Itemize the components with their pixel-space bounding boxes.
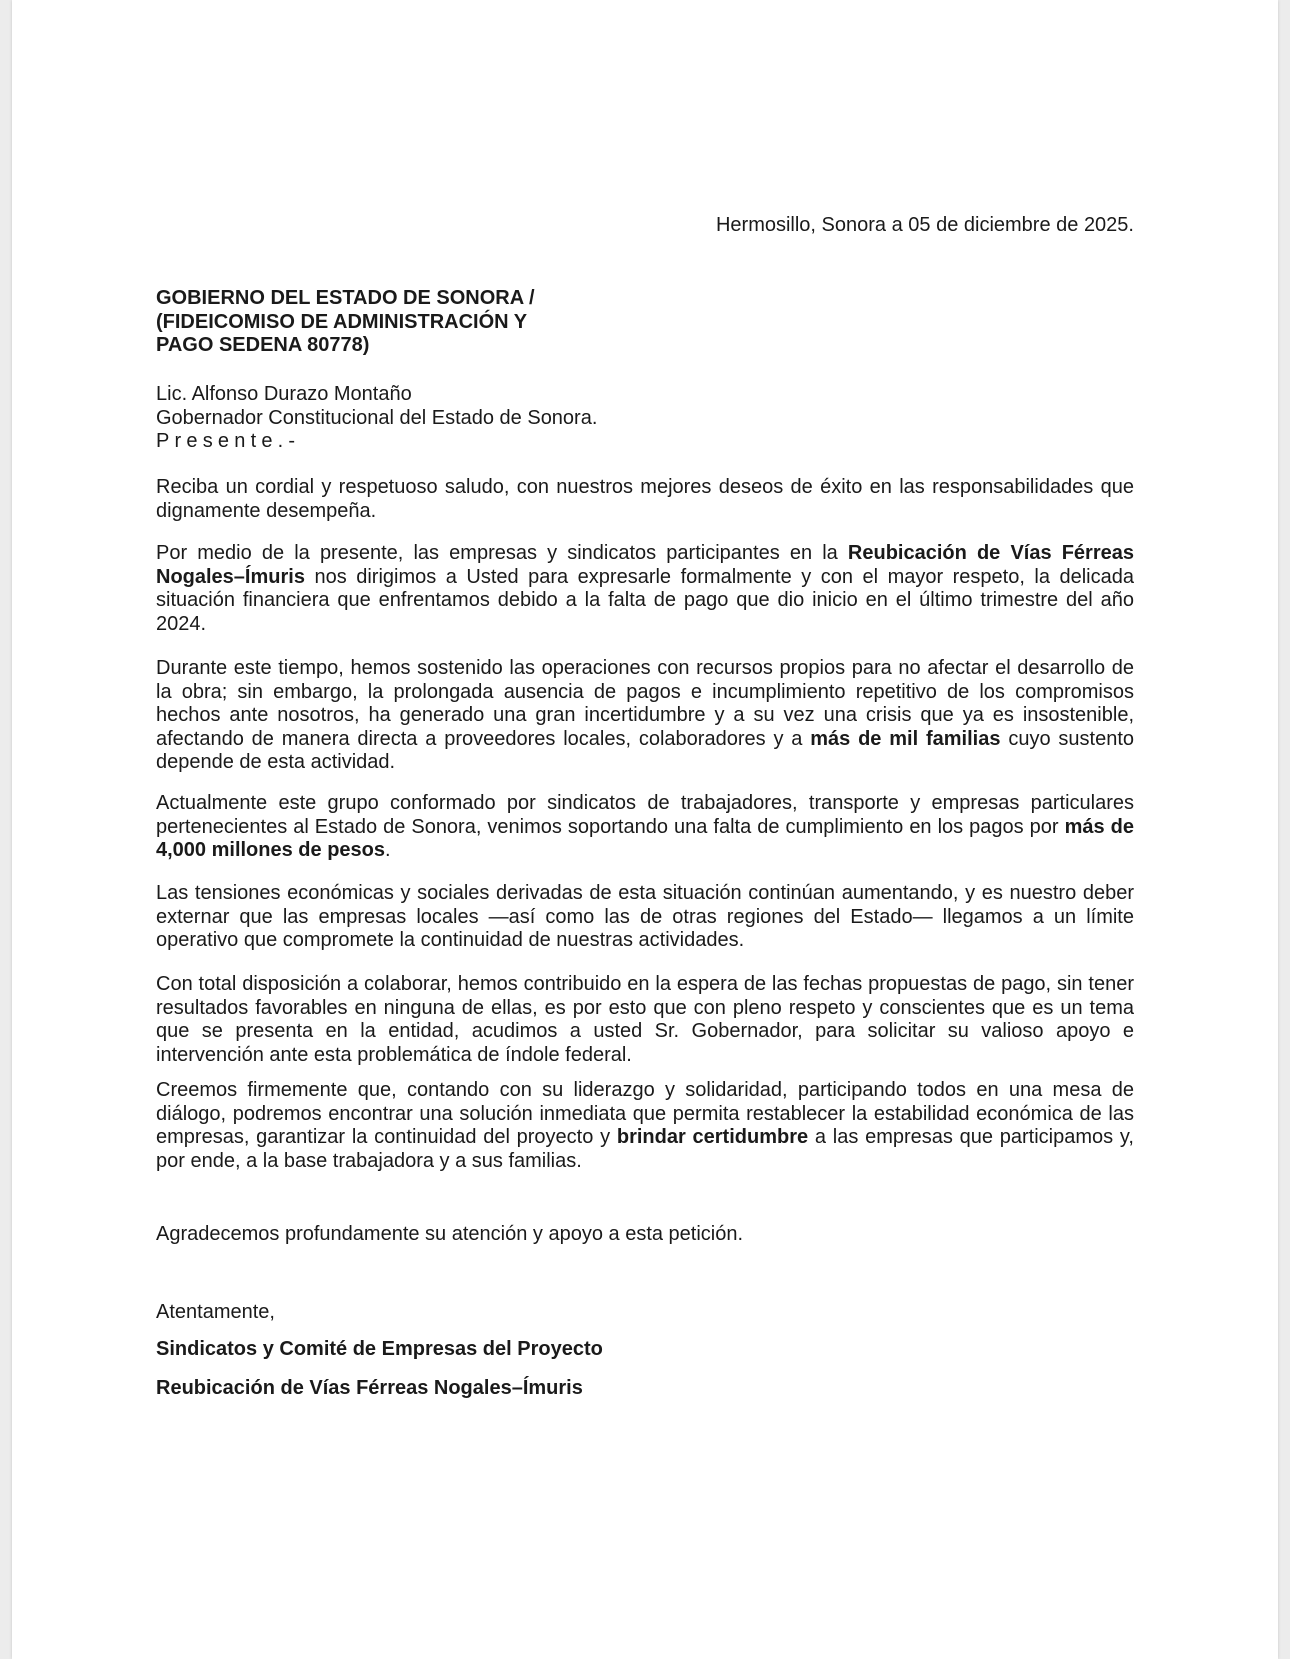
recipient-org-line: GOBIERNO DEL ESTADO DE SONORA / — [156, 287, 535, 309]
addressee-name: Lic. Alfonso Durazo Montaño — [156, 383, 412, 405]
text-segment: Por medio de la presente, las empresas y sindicatos participantes en la — [156, 542, 848, 564]
text-segment: Las tensiones económicas y sociales derivadas de esta situación continúan aumentando, y es nuestro deber externar que las empresas locales —así como las de otras regiones del Estado— llegamos a un límite operativo que compromete la continuidad de nuestras actividades. — [156, 882, 1134, 951]
text-segment: cuyo sustento depende de esta actividad. — [156, 727, 1134, 773]
body-paragraph — [156, 657, 1134, 775]
recipient-org-line: (FIDEICOMISO DE ADMINISTRACIÓN Y — [156, 310, 528, 333]
text-segment: a las empresas que participamos y, por ende, a la base trabajadora y a sus familias. — [156, 1126, 1134, 1172]
bold-text-segment: más de 4,000 millones de pesos — [156, 815, 1134, 861]
closing-salutation: Atentamente, — [156, 1301, 275, 1323]
bold-text-segment: Reubicación de Vías Férreas Nogales–Ímuris — [156, 542, 1134, 588]
letter-page — [12, 0, 1278, 1659]
addressee-presente: Presente.- — [156, 430, 301, 452]
bold-text-segment: brindar certidumbre — [616, 1126, 809, 1148]
body-paragraph — [156, 973, 1134, 1067]
addressee-block — [156, 383, 597, 454]
text-segment: nos dirigimos a Usted para expresarle formalmente y con el mayor respeto, la delicada situación financiera que enfrentamos debido a la falta de pago que dio inicio en el último trimestre del año 2024. — [156, 565, 1134, 635]
body-paragraph — [156, 542, 1134, 636]
date-line: Hermosillo, Sonora a 05 de diciembre de 2025. — [715, 214, 1134, 236]
addressee-title: Gobernador Constitucional del Estado de Sonora. — [156, 406, 598, 429]
body-paragraph — [156, 1079, 1134, 1173]
recipient-organization — [156, 287, 535, 358]
body-paragraph — [156, 476, 1134, 523]
text-segment: Creemos firmemente que, contando con su liderazgo y solidaridad, participando todos en una mesa de diálogo, podremos encontrar una solución inmediata que permita restablecer la estabilidad económica de las empresas, garantizar la continuidad del proyecto y — [156, 1079, 1134, 1148]
signature-line: Sindicatos y Comité de Empresas del Proyecto — [156, 1338, 603, 1360]
closing-thanks: Agradecemos profundamente su atención y apoyo a esta petición. — [156, 1223, 744, 1245]
text-segment: Durante este tiempo, hemos sostenido las operaciones con recursos propios para no afectar el desarrollo de la obra; sin embargo, la prolongada ausencia de pagos e incumplimiento repetitivo de los compromisos hechos ante nosotros, ha generado una gran incertidumbre y a su vez una crisis que ya es insostenible, afectando de manera directa a proveedores locales, colaboradores y a — [156, 657, 1134, 750]
text-segment: Reciba un cordial y respetuoso saludo, con nuestros mejores deseos de éxito en las responsabilidades que dignamente desempeña. — [156, 476, 1134, 522]
body-paragraph — [156, 882, 1134, 953]
body-paragraph — [156, 792, 1134, 863]
text-segment: Con total disposición a colaborar, hemos contribuido en la espera de las fechas propuestas de pago, sin tener resultados favorables en ninguna de ellas, es por esto que con pleno respeto y conscientes que es un tema que se presenta en la entidad, acudimos a usted Sr. Gobernador, para solicitar su valioso apoyo e intervención ante esta problemática de índole federal. — [156, 973, 1134, 1066]
bold-text-segment: más de mil familias — [810, 727, 1001, 750]
recipient-org-line: PAGO SEDENA 80778) — [156, 334, 370, 356]
text-segment: Actualmente este grupo conformado por sindicatos de trabajadores, transporte y empresas particulares pertenecientes al Estado de Sonora, venimos soportando una falta de cumplimiento en los pagos por — [156, 792, 1134, 838]
text-segment: . — [385, 839, 391, 861]
signature-line: Reubicación de Vías Férreas Nogales–Ímuris — [156, 1377, 583, 1399]
